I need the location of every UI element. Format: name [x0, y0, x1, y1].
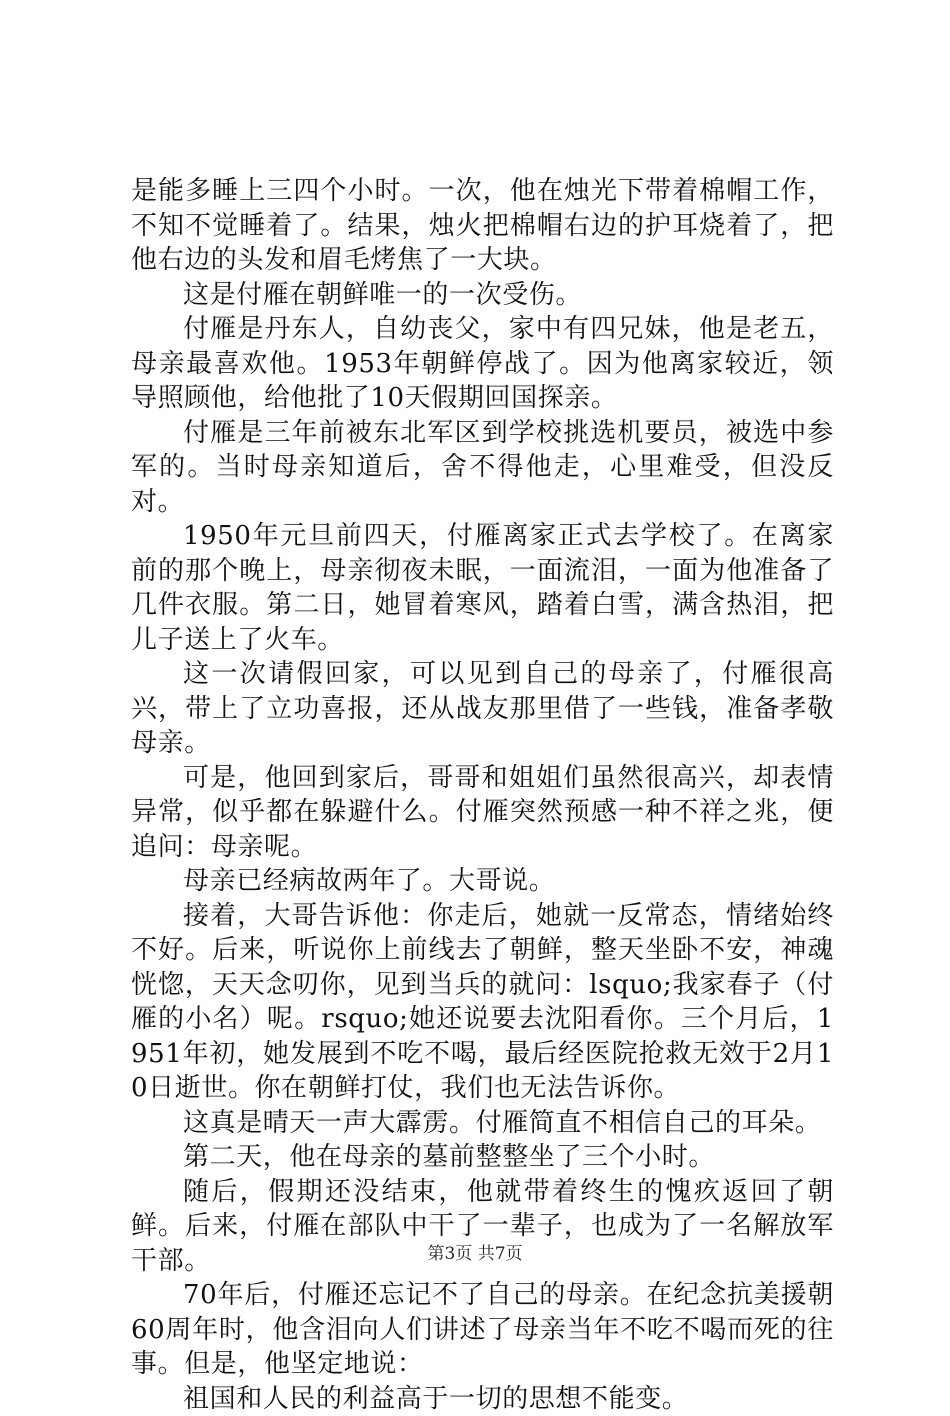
paragraph: 母亲已经病故两年了。大哥说。 — [131, 864, 834, 899]
paragraph: 这真是晴天一声大霹雳。付雁简直不相信自己的耳朵。 — [131, 1106, 834, 1141]
paragraph: 这是付雁在朝鲜唯一的一次受伤。 — [131, 278, 834, 313]
paragraph: 付雁是三年前被东北军区到学校挑选机要员，被选中参军的。当时母亲知道后，舍不得他走，心里难受，但没反对。 — [131, 416, 834, 520]
paragraph: 是能多睡上三四个小时。一次，他在烛光下带着棉帽工作，不知不觉睡着了。结果，烛火把棉帽右边的护耳烧着了，把他右边的头发和眉毛烤焦了一大块。 — [131, 174, 834, 278]
paragraph: 这一次请假回家，可以见到自己的母亲了，付雁很高兴，带上了立功喜报，还从战友那里借了一些钱，准备孝敬母亲。 — [131, 657, 834, 761]
paragraph: 接着，大哥告诉他：你走后，她就一反常态，情绪始终不好。后来，听说你上前线去了朝鲜，整天坐卧不安，神魂恍惚，天天念叨你，见到当兵的就问：lsquo;我家春子（付雁的小名）呢。rsquo;她还说要去沈阳看你。三个月后，1951年初，她发展到不吃不喝，最后经医院抢救无效于2月10日逝世。你在朝鲜打仗，我们也无法告诉你。 — [131, 899, 834, 1106]
paragraph: 付雁是丹东人，自幼丧父，家中有四兄妹，他是老五，母亲最喜欢他。1953年朝鲜停战了。因为他离家较近，领导照顾他，给他批了10天假期回国探亲。 — [131, 312, 834, 416]
page-number: 第3页 共7页 — [427, 1244, 522, 1264]
paragraph: 第二天，他在母亲的墓前整整坐了三个小时。 — [131, 1140, 834, 1175]
paragraph: 祖国和人民的利益高于一切的思想不能变。 — [131, 1382, 834, 1416]
page-footer — [0, 1243, 950, 1265]
paragraph: 随后，假期还没结束，他就带着终生的愧疚返回了朝鲜。后来，付雁在部队中干了一辈子，也成为了一名解放军干部。 — [131, 1175, 834, 1279]
paragraph: 可是，他回到家后，哥哥和姐姐们虽然很高兴，却表情异常，似乎都在躲避什么。付雁突然预感一种不祥之兆，便追问：母亲呢。 — [131, 761, 834, 865]
body-text — [131, 174, 834, 1416]
paragraph: 70年后，付雁还忘记不了自己的母亲。在纪念抗美援朝60周年时，他含泪向人们讲述了母亲当年不吃不喝而死的往事。但是，他坚定地说： — [131, 1278, 834, 1382]
paragraph: 1950年元旦前四天，付雁离家正式去学校了。在离家前的那个晚上，母亲彻夜未眠，一面流泪，一面为他准备了几件衣服。第二日，她冒着寒风，踏着白雪，满含热泪，把儿子送上了火车。 — [131, 519, 834, 657]
